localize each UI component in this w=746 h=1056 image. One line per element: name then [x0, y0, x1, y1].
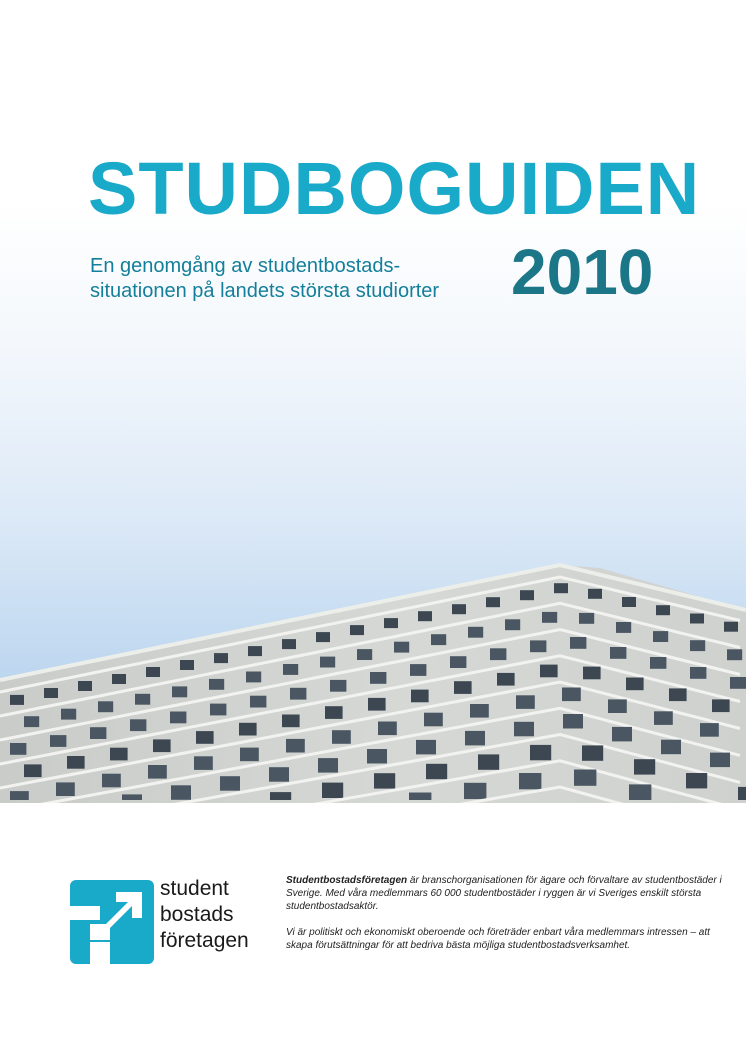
window — [282, 639, 296, 649]
window — [286, 739, 305, 753]
window — [90, 727, 106, 739]
logo-arrow-icon — [70, 880, 154, 964]
about-text — [286, 874, 726, 965]
window — [130, 719, 146, 731]
window — [269, 767, 289, 782]
window — [690, 667, 706, 679]
window — [712, 699, 730, 712]
window — [562, 688, 581, 702]
window — [10, 791, 29, 800]
window — [738, 787, 746, 800]
window — [330, 680, 346, 692]
year-label: 2010 — [511, 236, 654, 308]
window — [661, 740, 681, 755]
about-paragraph-1 — [286, 874, 726, 913]
window — [656, 605, 670, 615]
window — [322, 783, 343, 798]
window — [478, 754, 499, 769]
window — [10, 695, 24, 705]
window — [454, 681, 472, 694]
window — [424, 713, 443, 727]
window — [239, 723, 257, 736]
window — [171, 785, 191, 800]
window — [320, 657, 335, 668]
window — [690, 614, 704, 624]
window — [98, 701, 113, 712]
window — [196, 731, 214, 744]
window — [468, 627, 483, 638]
window — [180, 660, 194, 670]
window — [148, 765, 167, 779]
window — [563, 714, 583, 729]
window — [505, 619, 520, 630]
window — [530, 745, 551, 760]
window — [10, 743, 26, 755]
subtitle-line-1: En genomgång av studentbostads- — [90, 255, 401, 277]
window — [368, 698, 386, 711]
window — [210, 704, 226, 716]
window — [582, 745, 603, 760]
window — [464, 783, 486, 799]
window — [270, 792, 291, 800]
window — [514, 722, 534, 737]
window — [574, 770, 596, 786]
window — [519, 773, 541, 789]
window — [612, 727, 632, 742]
window — [67, 756, 85, 769]
window — [146, 667, 160, 677]
window — [686, 773, 707, 788]
window — [367, 749, 387, 764]
window — [626, 678, 644, 691]
logo-line-3: företagen — [160, 929, 249, 952]
window — [378, 722, 397, 736]
window — [554, 583, 568, 593]
window — [282, 715, 300, 728]
window — [416, 740, 436, 755]
window — [629, 784, 651, 800]
window — [690, 640, 705, 651]
window — [486, 597, 500, 607]
window — [542, 612, 557, 623]
window — [250, 696, 266, 708]
window — [209, 679, 224, 690]
window — [24, 716, 39, 727]
window — [384, 618, 398, 628]
subtitle-line-2: situationen på landets största studiorter — [90, 280, 440, 302]
window — [350, 625, 364, 635]
window — [579, 613, 594, 624]
about-paragraph-2: Vi är politiskt och ekonomiskt oberoende och företräder enbart våra medlemmars intressen – att skapa förutsättningar för att bedriva bästa möjliga studentbostadsverksamhet. — [286, 927, 710, 951]
window — [410, 664, 426, 676]
about-paragraph-1-text: är branschorganisationen för ägare och förvaltare av studentbostäder i Sverige. Med våra medlemmars 60 000 studentbostäder i ryggen är vi Sveriges enskilt största studentbostadsaktör. — [286, 875, 722, 912]
window — [610, 647, 626, 659]
window — [110, 748, 128, 761]
window — [374, 773, 395, 788]
window — [588, 589, 602, 599]
window — [450, 656, 466, 668]
window — [426, 764, 447, 779]
window — [394, 642, 409, 653]
window — [316, 632, 330, 642]
window — [497, 673, 515, 686]
window — [540, 665, 558, 678]
window — [248, 646, 262, 656]
window — [700, 723, 719, 737]
window — [194, 756, 213, 770]
window — [727, 649, 742, 660]
window — [418, 611, 432, 621]
window — [490, 648, 506, 660]
window — [669, 688, 687, 701]
window — [730, 677, 746, 689]
window — [240, 748, 259, 762]
window — [516, 695, 535, 709]
logo-line-1: student — [160, 877, 229, 900]
window — [220, 776, 240, 791]
window — [654, 711, 673, 725]
window — [61, 709, 76, 720]
window — [290, 688, 306, 700]
logo-wordmark — [160, 876, 249, 954]
window — [452, 604, 466, 614]
window — [56, 782, 75, 796]
window — [431, 634, 446, 645]
window — [530, 640, 546, 652]
window — [246, 672, 261, 683]
window — [332, 730, 351, 744]
window — [470, 704, 489, 718]
window — [411, 690, 429, 703]
org-name: Studentbostadsföretagen — [286, 875, 408, 886]
logo-line-2: bostads — [160, 903, 234, 926]
window — [102, 774, 121, 788]
window — [357, 649, 372, 660]
window — [24, 764, 42, 777]
window — [122, 794, 142, 800]
window — [710, 753, 730, 768]
window — [616, 622, 631, 633]
window — [370, 672, 386, 684]
window — [608, 699, 627, 713]
window — [634, 759, 655, 774]
window — [622, 597, 636, 607]
window — [283, 664, 298, 675]
window — [583, 667, 601, 680]
window — [78, 681, 92, 691]
page-title: STUDBOGUIDEN — [88, 147, 701, 230]
window — [465, 731, 485, 746]
window — [172, 686, 187, 697]
window — [44, 688, 58, 698]
window — [409, 793, 431, 801]
window — [170, 712, 186, 724]
window — [318, 758, 338, 773]
window — [214, 653, 228, 663]
window — [153, 739, 171, 752]
window — [325, 706, 343, 719]
window — [50, 735, 66, 747]
window — [653, 631, 668, 642]
window — [724, 622, 738, 632]
window — [570, 637, 586, 649]
window — [112, 674, 126, 684]
window — [650, 657, 666, 669]
window — [520, 590, 534, 600]
window — [135, 694, 150, 705]
